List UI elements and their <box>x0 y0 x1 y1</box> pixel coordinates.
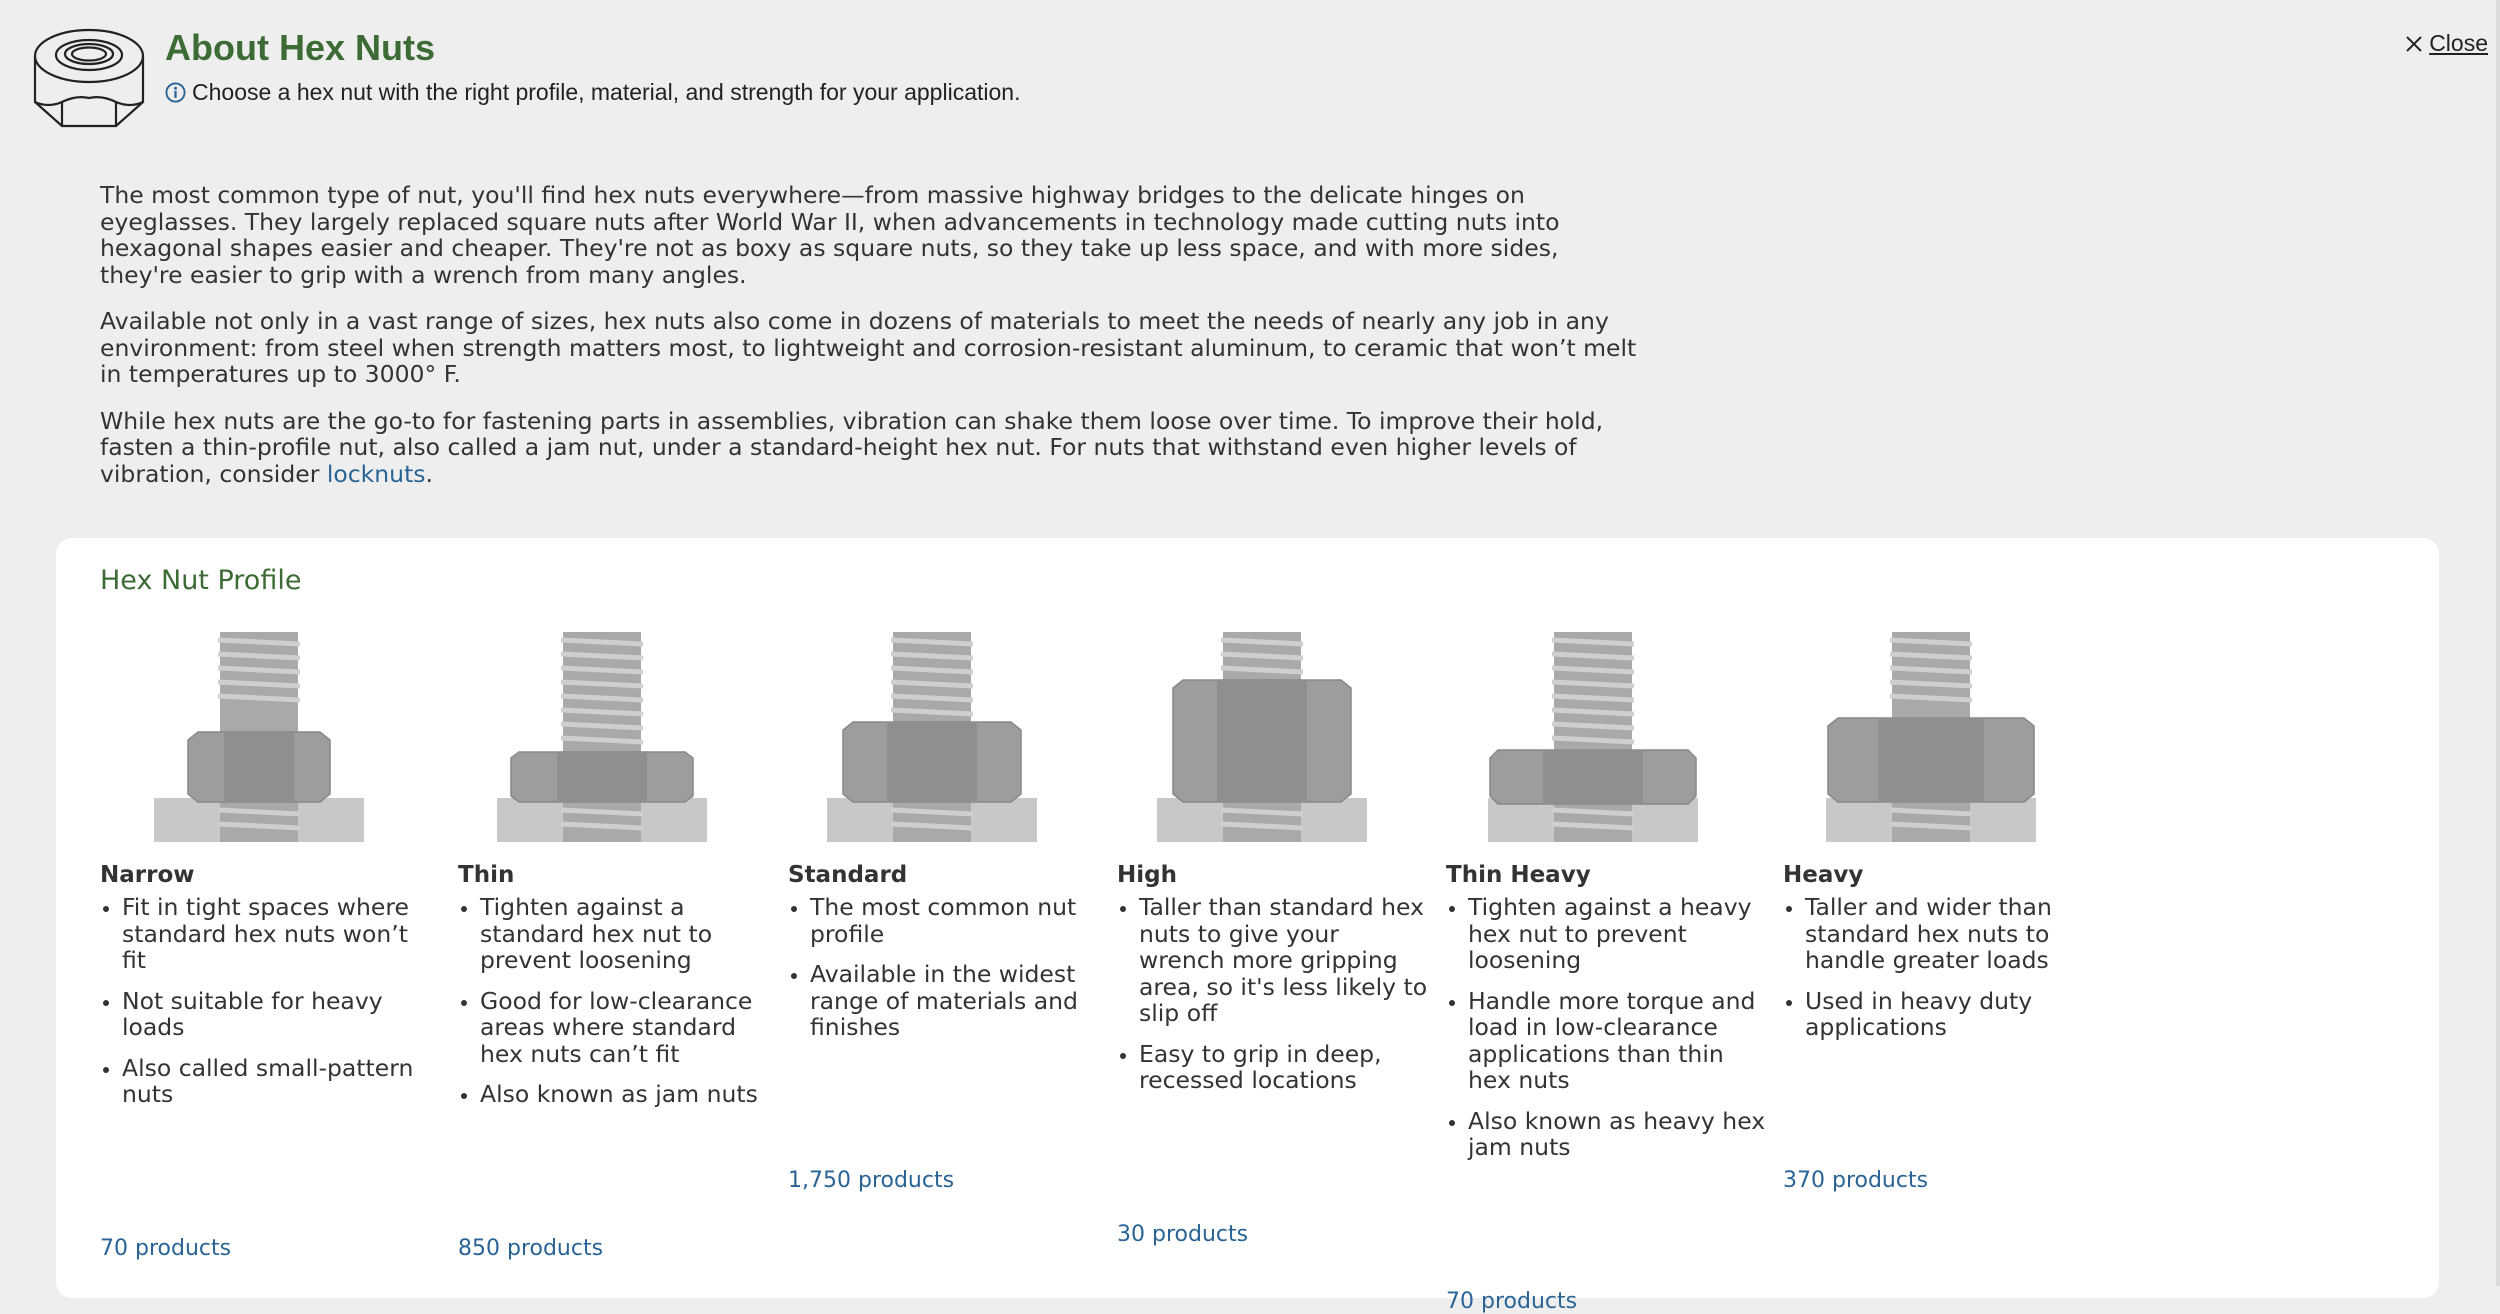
info-icon <box>165 82 186 103</box>
hex-nut-icon <box>32 28 146 130</box>
feature-item: • Available in the widest range of materials and finishes <box>810 961 1100 1041</box>
profile-name: Heavy <box>1783 862 1864 888</box>
close-label: Close <box>2429 30 2488 56</box>
product-count-link[interactable]: 70 products <box>1446 1289 1578 1314</box>
close-button[interactable] <box>2405 30 2488 57</box>
feature-item: • Also known as jam nuts <box>480 1081 780 1108</box>
feature-item: • The most common nut profile <box>810 894 1100 947</box>
scrollbar[interactable] <box>2496 0 2500 1286</box>
feature-item: • Not suitable for heavy loads <box>122 988 422 1041</box>
locknuts-link[interactable]: locknuts <box>326 459 426 488</box>
intro-text <box>100 182 1640 507</box>
intro-paragraph-2: Available not only in a vast range of sizes, hex nuts also come in dozens of materials to meet the needs of nearly any job in any environment: from steel when strength matters most, to lightweight and corrosion-resistant aluminum, to ceramic that won’t melt in temperatures up to 3000° F. <box>100 307 1637 388</box>
intro-paragraph-3-text: While hex nuts are the go-to for fastening parts in assemblies, vibration can shake them loose over time. To improve their hold, fasten a thin-profile nut, also called a jam nut, under a standard-height hex nut. For nuts that withstand even higher levels of vibration, consider <box>100 406 1604 488</box>
thin-heavy-nut-image <box>1488 630 1698 842</box>
intro-paragraph-3 <box>100 408 1640 488</box>
feature-item: • Handle more torque and load in low-clearance applications than thin hex nuts <box>1468 988 1768 1094</box>
close-icon <box>2405 35 2423 53</box>
narrow-nut-image <box>154 630 364 842</box>
subtitle-text: Choose a hex nut with the right profile, material, and strength for your application. <box>192 79 1021 105</box>
profile-features <box>788 894 1100 1055</box>
feature-item: • Used in heavy duty applications <box>1805 988 2095 1041</box>
product-count-link[interactable]: 850 products <box>458 1236 604 1261</box>
page-subtitle <box>165 79 1020 107</box>
profile-name: Standard <box>788 862 908 888</box>
intro-paragraph-3-end: . <box>425 459 434 488</box>
feature-item: • Good for low-clearance areas where standard hex nuts can’t fit <box>480 988 780 1068</box>
page-title: About Hex Nuts <box>165 27 435 68</box>
feature-item: • Easy to grip in deep, recessed locations <box>1139 1041 1429 1094</box>
feature-item: • Also called small-pattern nuts <box>122 1055 422 1108</box>
profile-features <box>1783 894 2095 1055</box>
section-title: Hex Nut Profile <box>100 565 302 596</box>
feature-item: • Tighten against a standard hex nut to prevent loosening <box>480 894 780 974</box>
high-nut-image <box>1157 630 1367 842</box>
product-count-link[interactable]: 70 products <box>100 1236 232 1261</box>
feature-item: • Also known as heavy hex jam nuts <box>1468 1108 1768 1161</box>
profile-name: Thin <box>458 862 515 888</box>
feature-item: • Tighten against a heavy hex nut to prevent loosening <box>1468 894 1768 974</box>
hex-nut-profile-card <box>56 538 2439 1314</box>
thin-nut-image <box>497 630 707 842</box>
profile-name: Thin Heavy <box>1446 862 1591 888</box>
feature-item: • Fit in tight spaces where standard hex nuts won’t fit <box>122 894 422 974</box>
profile-name: High <box>1117 862 1177 888</box>
heavy-nut-image <box>1826 630 2036 842</box>
profile-name: Narrow <box>100 862 195 888</box>
feature-item: • Taller than standard hex nuts to give your wrench more gripping area, so it's less likely to slip off <box>1139 894 1429 1027</box>
feature-item: • Taller and wider than standard hex nuts to handle greater loads <box>1805 894 2095 974</box>
profile-features <box>1446 894 1768 1175</box>
product-count-link[interactable]: 30 products <box>1117 1222 1249 1247</box>
standard-nut-image <box>827 630 1037 842</box>
product-count-link[interactable]: 1,750 products <box>788 1168 955 1193</box>
profile-features <box>1117 894 1429 1108</box>
profile-features <box>458 894 780 1122</box>
intro-paragraph-1: The most common type of nut, you'll find hex nuts everywhere—from massive highway bridges to the delicate hinges on eyeglasses. They largely replaced square nuts after World War II, when advancements in technology made cutting nuts into hexagonal shapes easier and cheaper. They're not as boxy as square nuts, so they take up less space, and with more sides, they're easier to grip with a wrench from many angles. <box>100 181 1560 289</box>
product-count-link[interactable]: 370 products <box>1783 1168 1929 1193</box>
profile-features <box>100 894 422 1122</box>
